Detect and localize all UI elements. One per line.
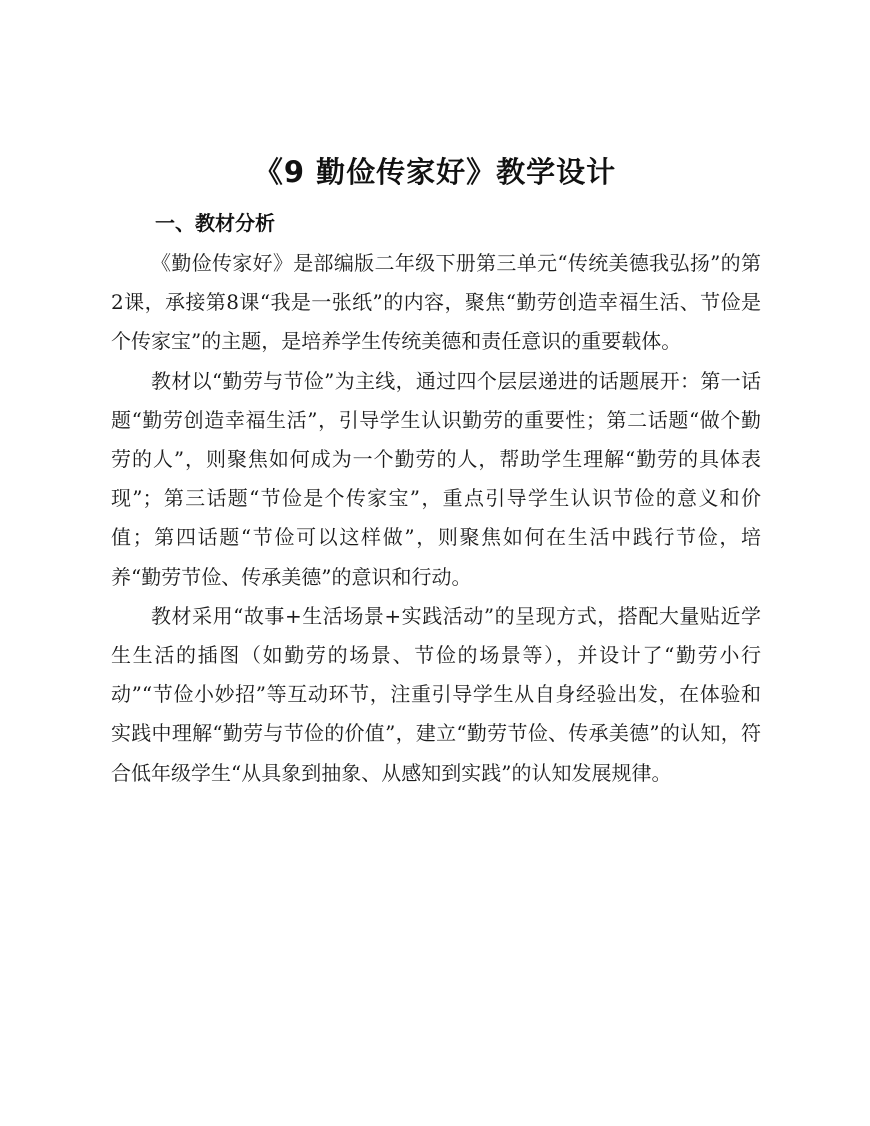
section-heading: 一、教材分析	[155, 211, 275, 235]
paragraph: 教材采用“故事+生活场景+实践活动”的呈现方式，搭配大量贴近学生生活的插图（如勤劳的场景、节俭的场景等），并设计了“勤劳小行动”“节俭小妙招”等互动环节，注重引导学生从自身经验出发，在体验和实践中理解“勤劳与节俭的价值”，建立“勤劳节俭、传承美德”的认知，符合低年级学生“从具象到抽象、从感知到实践”的认知发展规律。	[111, 603, 761, 785]
paragraph: 《勤俭传家好》是部编版二年级下册第三单元“传统美德我弘扬”的第2课，承接第8课“我是一张纸”的内容，聚焦“勤劳创造幸福生活、节俭是个传家宝”的主题，是培养学生传统美德和责任意识的重要载体。	[111, 251, 761, 354]
paragraph: 教材以“勤劳与节俭”为主线，通过四个层层递进的话题展开：第一话题“勤劳创造幸福生活”，引导学生认识勤劳的重要性；第二话题“做个勤劳的人”，则聚焦如何成为一个勤劳的人，帮助学生理解“勤劳的具体表现”；第三话题“节俭是个传家宝”，重点引导学生认识节俭的意义和价值；第四话题“节俭可以这样做”，则聚焦如何在生活中践行节俭，培养“勤劳节俭、传承美德”的意识和行动。	[111, 368, 761, 589]
body-text	[111, 244, 761, 793]
document-title: 《9 勤俭传家好》教学设计	[253, 155, 617, 189]
